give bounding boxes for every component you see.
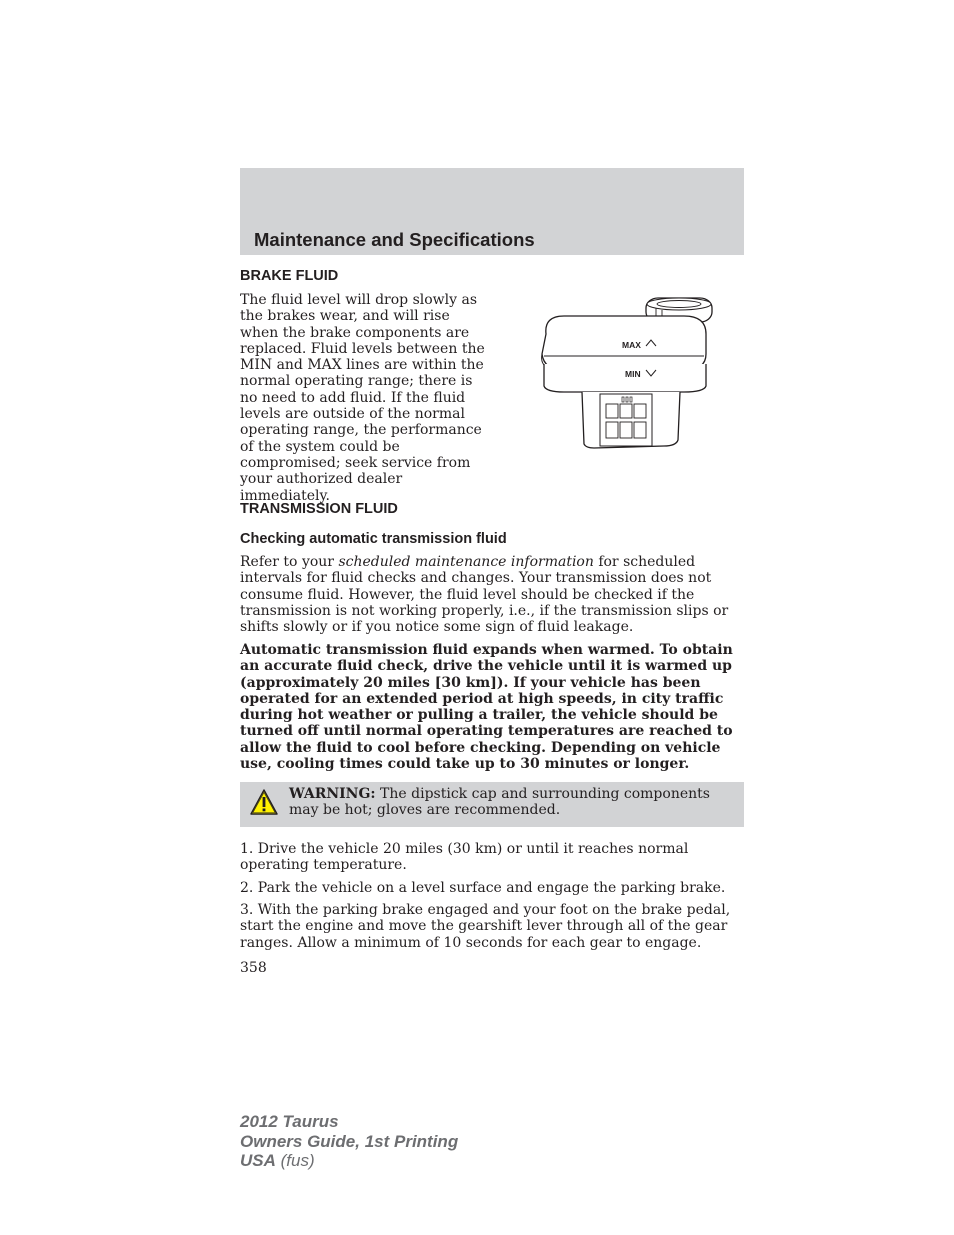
warning-triangle-icon — [249, 788, 279, 816]
document-footer — [240, 1112, 458, 1171]
section-title: Maintenance and Specifications — [254, 229, 535, 250]
intro-text-end: for scheduled intervals for fluid checks and changes. Your transmission does not consume fluid. However, the fluid level should be checked if the transmission is not working properly, i.e., if the transmission slips or shifts slowly or if you notice some sign of fluid leakage. — [240, 554, 729, 636]
footer-region-suffix: (fus) — [275, 1151, 315, 1170]
brake-fluid-paragraph: The fluid level will drop slowly as the brakes wear, and will rise when the brake components are replaced. Fluid levels between the MIN and MAX lines are within the normal operating range; there is no need to add fluid. If the fluid levels are outside of the normal operating range, the performance of the system could be compromised; seek service from your authorized dealer immediately. — [240, 292, 485, 504]
intro-text-start: Refer to your — [240, 554, 339, 570]
warning-text — [289, 786, 737, 819]
brake-fluid-heading: BRAKE FLUID — [240, 268, 339, 284]
section-header-band — [240, 168, 744, 255]
reservoir-max-label: MAX — [622, 340, 641, 350]
footer-region — [240, 1151, 458, 1171]
page-number: 358 — [240, 960, 267, 976]
transmission-fluid-heading: TRANSMISSION FLUID — [240, 501, 398, 517]
footer-guide: Owners Guide, 1st Printing — [240, 1131, 459, 1151]
warning-label: WARNING: — [289, 786, 376, 802]
intro-italic-reference: scheduled maintenance information — [338, 554, 594, 570]
brake-fluid-reservoir-illustration — [534, 294, 720, 454]
step-1: 1. Drive the vehicle 20 miles (30 km) or until it reaches normal operating temperature. — [240, 841, 689, 874]
step-2: 2. Park the vehicle on a level surface and engage the parking brake. — [240, 880, 726, 896]
warning-message: The dipstick cap and surrounding components may be hot; gloves are recommended. — [289, 786, 710, 819]
warning-box — [240, 782, 744, 827]
caution-paragraph: Automatic transmission fluid expands when warmed. To obtain an accurate fluid check, drive the vehicle until it is warmed up (approximately 20 miles [30 km]). If your vehicle has been operated for an extended period at high speeds, in city traffic during hot weather or pulling a trailer, the vehicle should be turned off until normal operating temperatures are reached to allow the fluid to cool before checking. Depending on vehicle use, cooling times could take up to 30 minutes or longer. — [240, 642, 733, 773]
footer-region-code: USA — [240, 1151, 276, 1170]
transmission-intro-paragraph — [240, 554, 744, 635]
footer-model: 2012 Taurus — [240, 1112, 339, 1131]
step-3: 3. With the parking brake engaged and your foot on the brake pedal, start the engine and move the gearshift lever through all of the gear ranges. Allow a minimum of 10 seconds for each gear to engage. — [240, 902, 731, 951]
reservoir-min-label: MIN — [625, 369, 641, 379]
checking-transmission-subheading: Checking automatic transmission fluid — [240, 531, 507, 547]
